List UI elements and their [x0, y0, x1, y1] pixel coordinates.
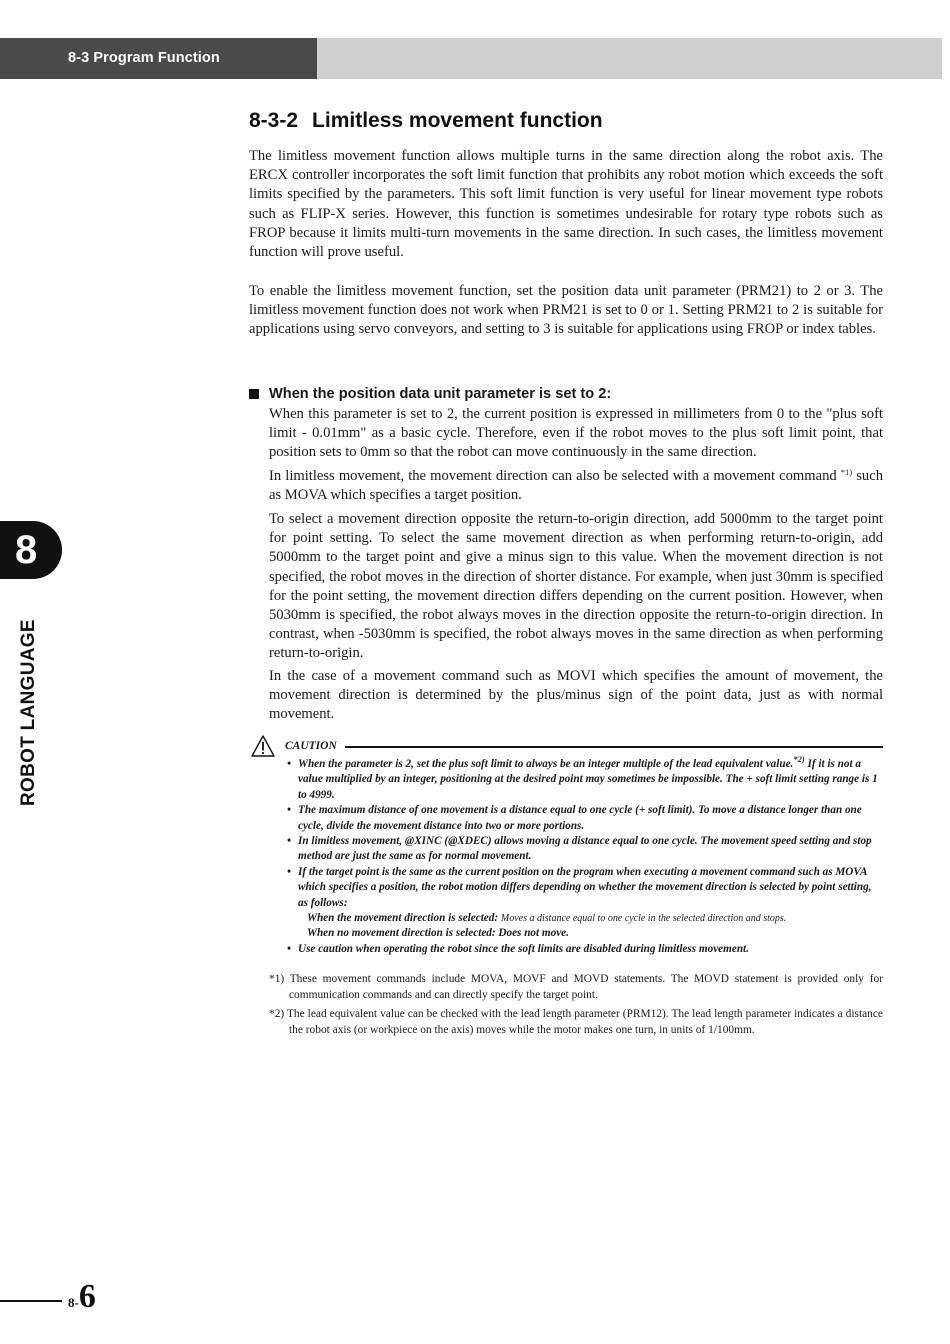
caution-item: • Use caution when operating the robot since the soft limits are disabled during limitless movement.	[287, 942, 883, 957]
square-bullet-icon	[249, 389, 259, 399]
subsection-title: When the position data unit parameter is set to 2:	[269, 386, 612, 402]
footnote-ref-1: *1)	[840, 467, 853, 477]
subsection-paragraph-2	[269, 467, 883, 505]
caution-item: • When the parameter is 2, set the plus soft limit to always be an integer multiple of the lead equivalent value.$^{*2)}$ If it is not a value multiplied by an integer, positioning at the desired point may sometimes be impossible. The + soft limit setting range is 1 to 4999.	[287, 757, 883, 803]
header-title-block	[0, 38, 317, 79]
header-bar	[0, 38, 942, 79]
footnote-ref-2: *2)	[793, 754, 805, 764]
caution-subitem: When the movement direction is selected: Moves a distance equal to one cycle in the selected direction and stops.	[307, 912, 787, 925]
caution-rule	[345, 746, 883, 748]
subsection-paragraph-3: To select a movement direction opposite the return-to-origin direction, add 5000mm to the target point for point setting. To select the same movement direction as when performing return-to-origin, add 5000mm to the target point and give a minus sign to this value. When the movement direction is not specified, the robot moves in the direction of shorter distance. For example, when just 30mm is specified for the point setting, the movement direction differs depending on the current position. However, when 5030mm is specified, the robot always moves in the direction opposite the return-to-origin direction. In contrast, when -5030mm is specified, the robot always moves in the same direction as when performing return-to-origin.	[269, 511, 883, 662]
subsection-paragraph-1: When this parameter is set to 2, the current position is expressed in millimeters from 0 to the "plus soft limit - 0.01mm" as a basic cycle. Therefore, even if the robot moves to the plus soft limit point, that position sets to 0mm so that the robot can move continuously in the same direction.	[269, 406, 883, 461]
enable-paragraph: To enable the limitless movement function, set the position data unit parameter (PRM21) to 2 or 3. The limitless movement function does not work when PRM21 is set to 0 or 1. Setting PRM21 to 2 is suitable for applications using servo conveyors, and setting to 3 is suitable for applications using FROP or index tables.	[249, 283, 883, 338]
section-title	[249, 109, 603, 133]
page-number	[68, 1278, 96, 1316]
section-title-text: Limitless movement function	[312, 109, 603, 132]
footnote-1: *1) These movement commands include MOVA, MOVF and MOVD statements. The MOVD statement is provided only for communication commands and can directly specify the target point.	[269, 973, 883, 1001]
caution-label: CAUTION	[285, 740, 337, 752]
intro-paragraph: The limitless movement function allows multiple turns in the same direction along the robot axis. The ERCX controller incorporates the soft limit function that prohibits any robot motion which exceeds the soft limits specified by the parameters. This soft limit function is very useful for linear movement type robots such as FLIP-X series. However, this function is sometimes undesirable for rotary type robots such as FROP because it limits multi-turn movements in the same direction. In such cases, the limitless movement function will prove useful.	[249, 148, 883, 261]
caution-item: • The maximum distance of one movement is a distance equal to one cycle (+ soft limit). To move a distance longer than one cycle, divide the movement distance into two or more portions.	[287, 803, 883, 834]
page-number-main: 6	[78, 1278, 96, 1315]
footnote-2: *2) The lead equivalent value can be checked with the lead length parameter (PRM12). The lead length parameter indicates a distance the robot axis (or workpiece on the axis) moves while the motor makes one turn, in units of 1/100mm.	[269, 1008, 883, 1036]
caution-item: • In limitless movement, @XINC (@XDEC) allows moving a distance equal to one cycle. The movement speed setting and stop method are just the same as for normal movement.	[287, 834, 883, 865]
caution-item: • If the target point is the same as the current position on the program when executing a movement command such as MOVA which specifies a position, the robot motion differs depending on whether the movement direction is selected by point setting, as follows:	[287, 865, 883, 911]
caution-list	[287, 754, 883, 957]
subsection-paragraph-4: In the case of a movement command such as MOVI which specifies the amount of movement, the movement direction is determined by the plus/minus sign of the point data, just as with normal movement.	[269, 668, 883, 723]
caution-header	[251, 735, 883, 757]
caution-subitem: When no movement direction is selected: Does not move.	[307, 927, 569, 940]
page-number-prefix: 8-	[68, 1295, 79, 1310]
page-number-rule	[0, 1300, 62, 1302]
chapter-tab	[0, 521, 62, 579]
section-number: 8-3-2	[249, 109, 299, 132]
warning-triangle-icon	[251, 735, 275, 757]
chapter-side-label: ROBOT LANGUAGE	[18, 619, 39, 806]
subsection-paragraph-2-text: In limitless movement, the movement direction can also be selected with a movement command	[269, 468, 841, 484]
chapter-number: 8	[15, 528, 38, 572]
header-title: 8-3 Program Function	[68, 50, 220, 66]
subsection-paragraph-2-text-end: such as MOVA which specifies a target position.	[269, 468, 883, 504]
subsection-heading	[249, 386, 611, 402]
